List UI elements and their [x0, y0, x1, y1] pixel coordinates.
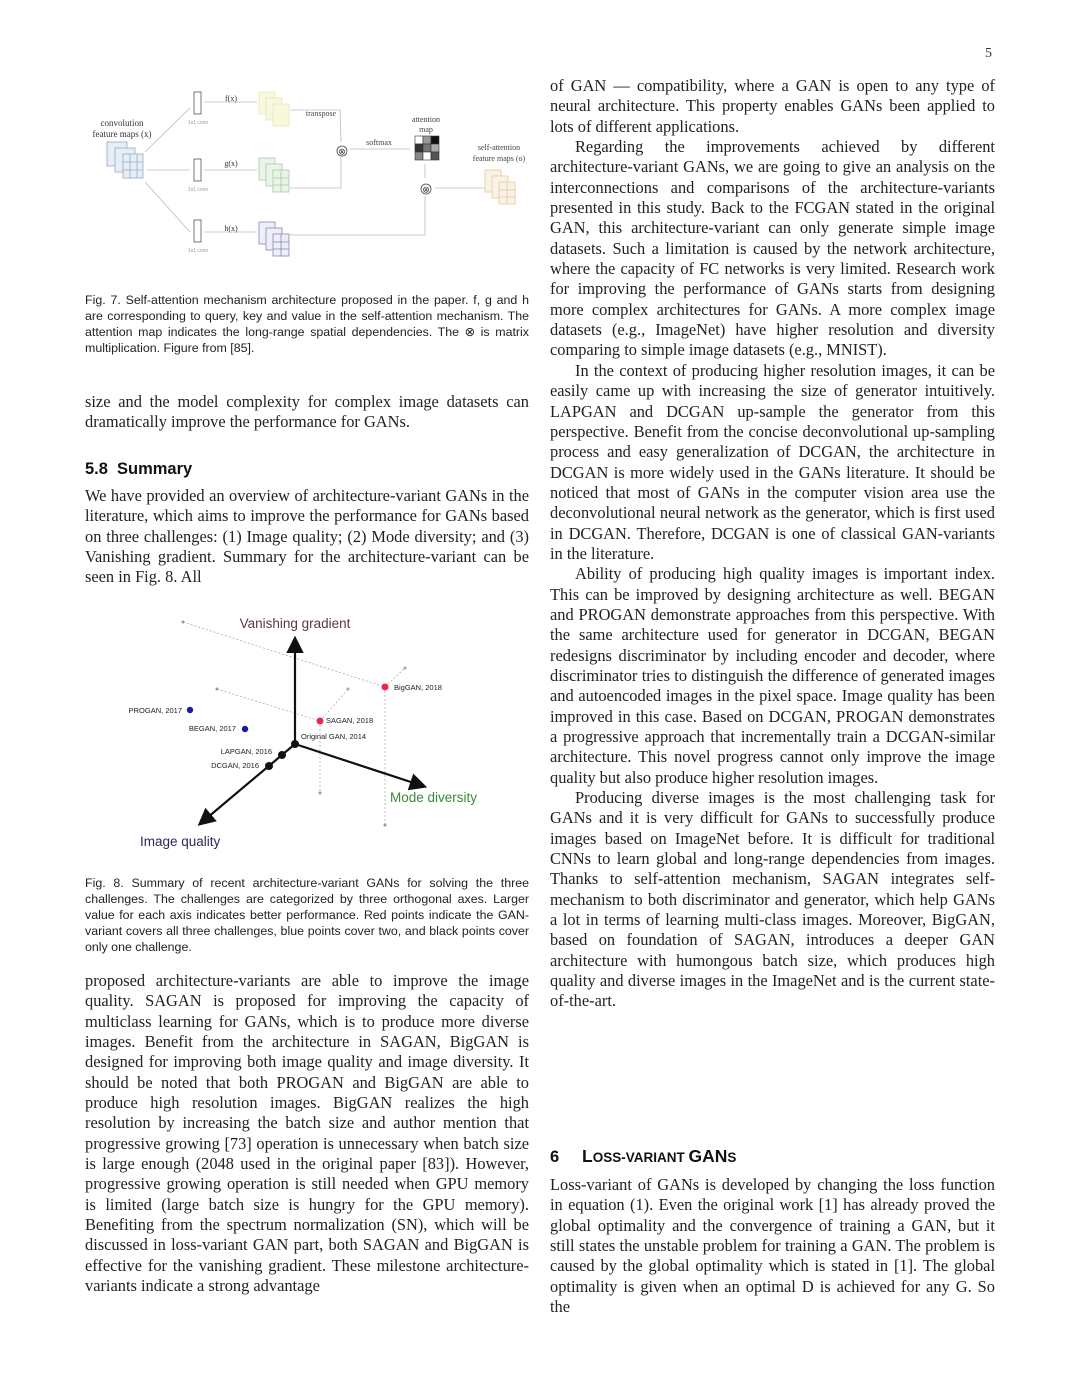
point-sagan [317, 718, 324, 725]
input-feature-maps [107, 142, 143, 178]
point-original-gan [291, 740, 299, 748]
output-label-1: self-attention [477, 143, 521, 152]
section-6-title-part1: L [582, 1146, 593, 1166]
axis-label-vanishing-gradient: Vanishing gradient [239, 616, 351, 631]
section-number: 5.8 [85, 460, 108, 478]
figure-7-caption: Fig. 7. Self-attention mechanism architecture proposed in the paper. f, g and h are corresponding to query, key and value in the self-attention mechanism. The attention map indicates the long-range spatial dependencies. The ⊗ is matrix multiplication. Figure from [85]. [85, 293, 529, 355]
section-6-title-part2: OSS-VARIANT [592, 1150, 689, 1165]
label-progan: PROGAN, 2017 [128, 706, 182, 715]
section-title: Summary [117, 460, 193, 478]
right-para-6: Loss-variant of GANs is developed by changing the loss function in equation (1). Even the original work [1] has already proved the global optimality and the convergence of training a GAN, but it still states the unstable problem for training a GAN. The problem is caused by the global optimality which is stated in [1]. The global optimality is given when an optimal D is achieved for any G. So the [550, 1175, 995, 1317]
output-feature-maps [485, 170, 515, 204]
point-lapgan [278, 751, 286, 759]
conv-label-g: 1x1 conv [187, 187, 209, 193]
g-feature-maps [259, 158, 289, 192]
label-began: BEGAN, 2017 [188, 724, 236, 733]
right-para-2: Regarding the improvements achieved by different architecture-variant GANs, we are going to give an analysis on the interconnections and comparisons of the architecture-variants presented in this study. Back to the FCGAN stated in the original GAN, this architecture-variant can only generate simple image datasets. Such a limitation is caused by the network architecture, where the capacity of FC networks is very limited. Research work for improving the performance of GANs starts from designing more complex architectures for GANs. A more complex image datasets (e.g., ImageNet) have higher resolution and diversity comparing to simple image datasets (e.g., MNIST). [550, 137, 995, 360]
f-label: f(x) [225, 94, 237, 103]
left-paragraph-1 [85, 392, 529, 433]
label-lapgan: LAPGAN, 2016 [220, 747, 272, 756]
conv-label-f: 1x1 conv [187, 120, 209, 126]
section-6-title-part4: S [727, 1150, 737, 1165]
left-para-bottom: proposed architecture-variants are able to improve the image quality. SAGAN is proposed for improving the capacity of multiclass learning for GANs, which is to produce more diverse images. Benefit from the architecture in SAGAN, BigGAN is designed for improving both image quality and image diversity. It should be noted that both PROGAN and BigGAN are able to produce high resolution images. BigGAN realizes the high resolution by increasing the batch size and author mention that progressive growing [73] operation is unnecessary when batch size is large enough (2048 used in the original paper [83]). However, progressive growing operation is still needed when GPU memory is limited (large batch size is hungry for the GPU memory). Benefiting from the spectrum normalization (SN), which will be discussed in loss-variant GAN part, both SAGAN and BigGAN is effective for the vanishing gradient. These milestone architecture-variants indicate a strong advantage [85, 971, 529, 1296]
left-paragraph-3 [85, 971, 529, 1297]
point-began [242, 726, 248, 732]
transpose-label: transpose [305, 109, 337, 118]
attention-map-grid [415, 136, 439, 160]
f-feature-maps [259, 92, 289, 126]
left-para-continued: size and the model complexity for complex image datasets can dramatically improve the performance for GANs. [85, 392, 529, 432]
section-6-title-part3: GAN [688, 1146, 728, 1166]
point-biggan [382, 684, 389, 691]
axis-label-mode-diversity: Mode diversity [390, 790, 478, 805]
attention-label-1: attention [412, 115, 440, 124]
figure-8-summary-chart [120, 605, 500, 855]
label-original-gan: Original GAN, 2014 [301, 732, 367, 741]
section-5-8-heading [85, 460, 192, 479]
matmul-glyph-1: ⊗ [338, 146, 346, 157]
axis-label-image-quality: Image quality [140, 834, 221, 849]
right-para-4: Ability of producing high quality images is important index. This can be improved by designing architecture as well. BEGAN and PROGAN demonstrate approaches from this perspective. With the same architecture used for generator in DCGAN, BEGAN redesigns discriminator by including encoder and decoder, where discriminator tries to distinguish the difference of generated images and autoencoded images in the pixel space. Image quality has been improved in this case. Based on DCGAN, PROGAN demonstrates a progressive approach that incrementally train a DCGAN-similar architecture. This novel progress cannot only improve the image quality but also produce higher resolution images. [550, 564, 995, 787]
attention-label-2: map [419, 125, 433, 134]
figure-7-self-attention-diagram [85, 82, 535, 277]
point-dcgan [265, 762, 273, 770]
right-paragraph-loss-variant [550, 1175, 995, 1317]
output-label-2: feature maps (o) [472, 154, 526, 163]
right-para-1: of GAN — compatibility, where a GAN is open to any type of neural architecture. This property enables GANs been applied to lots of different applications. [550, 76, 995, 136]
h-label: h(x) [224, 224, 238, 233]
label-biggan: BigGAN, 2018 [394, 683, 442, 692]
section-6-heading [550, 1146, 736, 1167]
section-6-number: 6 [550, 1148, 560, 1166]
point-progan [187, 707, 193, 713]
input-label-2: feature maps (x) [92, 129, 152, 139]
g-label: g(x) [224, 159, 238, 168]
label-sagan: SAGAN, 2018 [326, 716, 374, 725]
left-paragraph-summary [85, 486, 529, 588]
right-column [550, 76, 995, 1012]
h-feature-maps [259, 222, 289, 256]
softmax-label: softmax [366, 138, 392, 147]
page-number: 5 [985, 46, 992, 61]
right-para-3: In the context of producing higher resolution images, it can be easily came up with increasing the size of generator intuitively. LAPGAN and DCGAN up-sample the generator from this perspective. Benefit from the concise deconvolutional up-sampling process and easy generalization of DCGAN, the architecture in DCGAN is more widely used in the GANs literature. It should be noticed that most of GANs in the computer vision area use the deconvolutional neural network as the generator, which is first used in DCGAN. Therefore, DCGAN is one of classical GAN-variants in the literature. [550, 360, 995, 563]
chart-points [129, 683, 442, 770]
label-dcgan: DCGAN, 2016 [211, 761, 259, 770]
figure-8-caption: Fig. 8. Summary of recent architecture-variant GANs for solving the three challenges. The challenges are categorized by three orthogonal axes. Larger value for each axis indicates better performance. Red points indicate the GAN-variant covers all three challenges, blue points cover two, and black points cover only one challenge. [85, 876, 529, 954]
conv-label-h: 1x1 conv [187, 248, 209, 254]
summary-paragraph: We have provided an overview of architecture-variant GANs in the literature, which aims to improve the performance for GANs based on three challenges: (1) Image quality; (2) Mode diversity; and (3) Vanishing gradient. Summary for the architecture-variant can be seen in Fig. 8. All [85, 486, 529, 587]
matmul-glyph-2: ⊗ [422, 184, 430, 195]
right-para-5: Producing diverse images is the most challenging task for GANs and it is very difficult for GANs to successfully produce images based on ImageNet before. It is difficult for traditional CNNs to learn global and long-range dependencies from images. Thanks to self-attention mechanism, SAGAN integrates self-mechanism to both discriminator and generator, which help GANs a lot in terms of learning multi-class images. Moreover, BigGAN, based on foundation of SAGAN, introduces a deeper GAN architecture with humongous batch size, which produces high quality and diverse images in the ImageNet and is the current state-of-the-art. [550, 788, 995, 1011]
input-label-1: convolution [100, 118, 144, 128]
